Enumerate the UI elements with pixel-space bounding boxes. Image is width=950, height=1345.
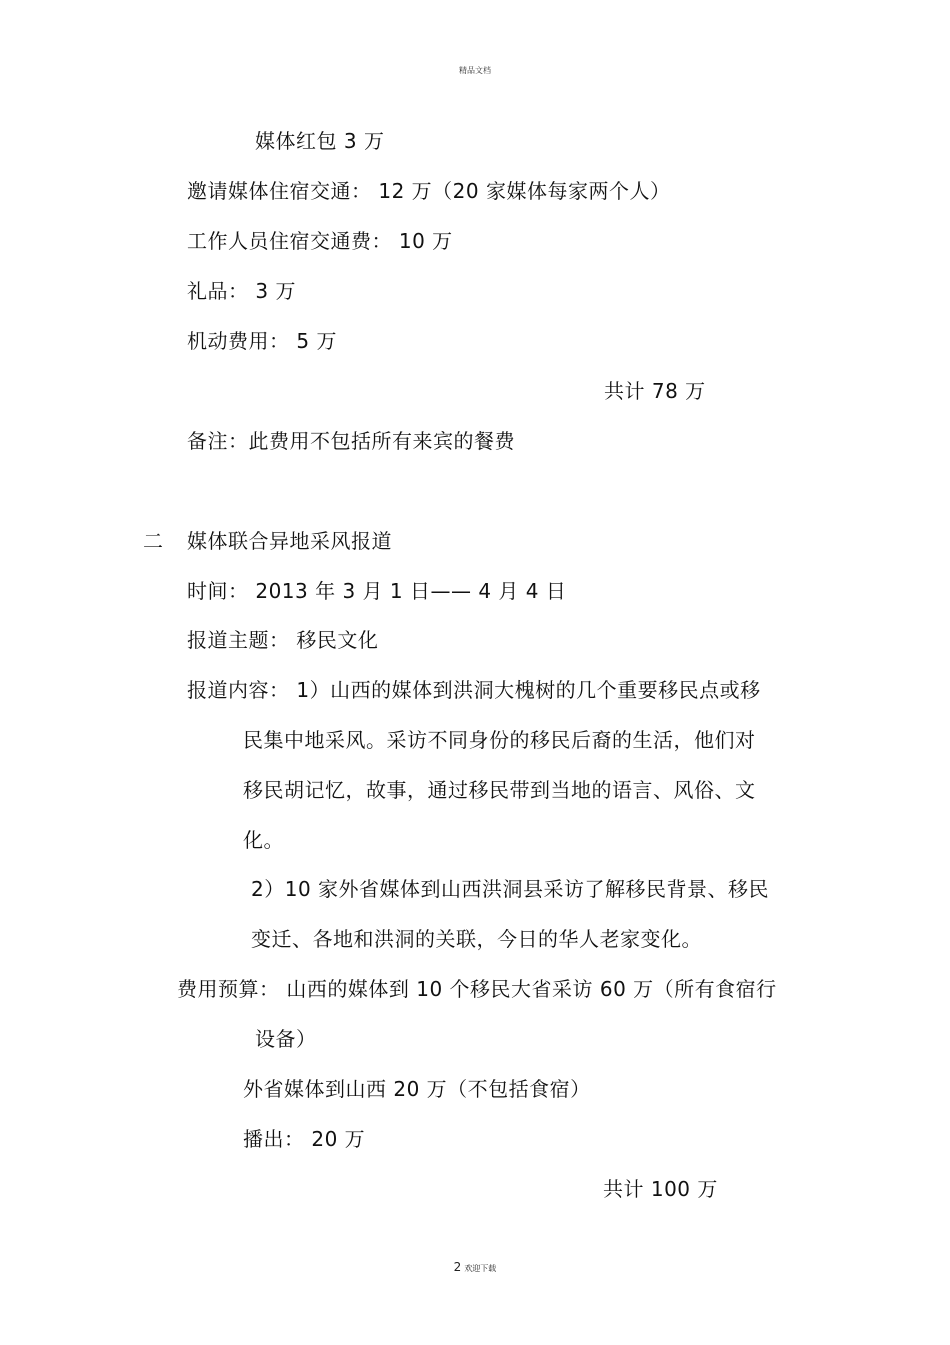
budget1-total: 共计 78 万 [604, 379, 706, 403]
section2-total: 共计 100 万 [603, 1177, 718, 1201]
section2-budget-line3: 外省媒体到山西 20 万（不包括食宿） [243, 1077, 591, 1101]
section2-title: 媒体联合异地采风报道 [187, 529, 392, 553]
page-header: 精品文档 [459, 66, 491, 75]
section2-number: 二 [143, 529, 164, 553]
section2-content-line1: 报道内容： 1）山西的媒体到洪洞大槐树的几个重要移民点或移 [187, 678, 761, 702]
budget-media-hongbao: 媒体红包 3 万 [255, 129, 385, 153]
budget1-note: 备注：此费用不包括所有来宾的餐费 [187, 429, 515, 453]
section2-content-line6: 变迁、各地和洪洞的关联，今日的华人老家变化。 [251, 927, 702, 951]
budget-gifts: 礼品： 3 万 [187, 279, 296, 303]
section2-time: 时间： 2013 年 3 月 1 日—— 4 月 4 日 [187, 579, 567, 603]
section2-content-line5: 2）10 家外省媒体到山西洪洞县采访了解移民背景、移民 [251, 877, 770, 901]
page-footer [0, 1259, 950, 1276]
section2-budget-line2: 设备） [255, 1027, 317, 1051]
budget-staff-lodging: 工作人员住宿交通费： 10 万 [187, 229, 453, 253]
section2-content-line2: 民集中地采风。采访不同身份的移民后裔的生活，他们对 [243, 728, 756, 752]
section2-budget-line1: 费用预算： 山西的媒体到 10 个移民大省采访 60 万（所有食宿行 [177, 977, 777, 1001]
footer-text: 欢迎下载 [464, 1264, 497, 1273]
section2-budget-line4: 播出： 20 万 [243, 1127, 366, 1151]
budget-media-lodging: 邀请媒体住宿交通： 12 万（20 家媒体每家两个人） [187, 179, 671, 203]
section2-content-line4: 化。 [243, 828, 284, 852]
section2-content-line3: 移民胡记忆，故事，通过移民带到当地的语言、风俗、文 [243, 778, 756, 802]
budget-contingency: 机动费用： 5 万 [187, 329, 337, 353]
page-number: 2 [453, 1260, 462, 1274]
section2-theme: 报道主题： 移民文化 [187, 628, 379, 652]
